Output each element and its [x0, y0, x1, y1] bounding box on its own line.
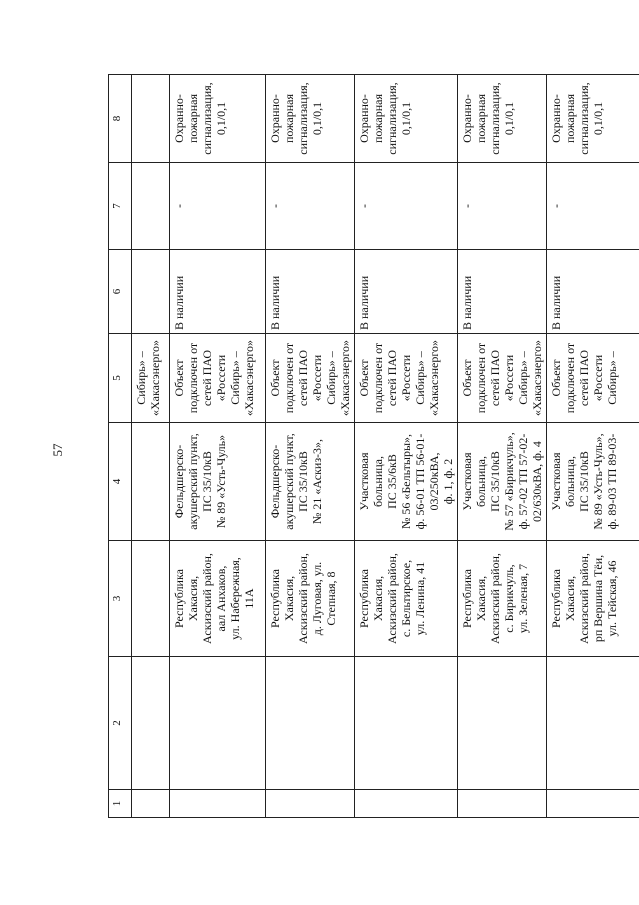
- cell-connection: Объект подключен от сетей ПАО «Россети Сибирь» – «Хакасэнерго»: [170, 334, 266, 423]
- cell-empty: [132, 423, 170, 541]
- cell-empty: [132, 75, 170, 163]
- cell-availability: В наличии: [170, 250, 266, 334]
- cell-col1: [547, 790, 639, 818]
- cell-availability: В наличии: [458, 250, 547, 334]
- cell-col2: [170, 657, 266, 790]
- table-row: [355, 75, 458, 818]
- cell-alarm: Охранно- пожарная сигнализация, 0,1/0,1: [355, 75, 458, 163]
- column-number: 2: [109, 657, 132, 790]
- cell-col7: -: [355, 163, 458, 250]
- cell-availability: В наличии: [547, 250, 639, 334]
- cell-connection: Объект подключен от сетей ПАО «Россети Сибирь» – «Хакасэнерго»: [355, 334, 458, 423]
- cell-col7: -: [547, 163, 639, 250]
- cell-col7: -: [170, 163, 266, 250]
- cell-facility: Участковая больница, ПС 35/10кВ № 89 «Усть-Чуль», ф. 89-03 ТП 89-03-: [547, 423, 639, 541]
- cell-empty: [132, 657, 170, 790]
- table-row: [170, 75, 266, 818]
- continuation-row: [132, 75, 170, 818]
- table-container: [108, 75, 620, 818]
- cell-col7: -: [266, 163, 355, 250]
- cell-address: Республика Хакасия, Аскизский район, с. Бельтирское, ул. Ленина, 41: [355, 541, 458, 657]
- cell-alarm: Охранно- пожарная сигнализация, 0,1/0,1: [266, 75, 355, 163]
- rotated-table-frame: [108, 75, 620, 818]
- cell-col2: [458, 657, 547, 790]
- cell-address: Республика Хакасия, Аскизский район, с. Бирикчуль, ул. Зеленая, 7: [458, 541, 547, 657]
- cell-empty: [132, 541, 170, 657]
- column-number: 5: [109, 334, 132, 423]
- cell-address: Республика Хакасия, Аскизский район, рп Вершина Тёи, ул. Тейская, 46: [547, 541, 639, 657]
- cell-col1: [458, 790, 547, 818]
- cell-facility: Фельдшерско- акушерский пункт, ПС 35/10кВ № 21 «Аскиз-3»,: [266, 423, 355, 541]
- column-number-row: [109, 75, 132, 818]
- table-row: [266, 75, 355, 818]
- cell-availability: В наличии: [355, 250, 458, 334]
- table-row: [458, 75, 547, 818]
- cell-col1: [266, 790, 355, 818]
- cell-col1: [170, 790, 266, 818]
- cell-empty: [132, 250, 170, 334]
- page-number: 57: [50, 443, 65, 457]
- cell-alarm: Охранно- пожарная сигнализация, 0,1/0,1: [170, 75, 266, 163]
- column-number: 4: [109, 423, 132, 541]
- cell-facility: Фельдшерско- акушерский пункт, ПС 35/10кВ № 89 «Усть-Чуль»: [170, 423, 266, 541]
- column-number: 7: [109, 163, 132, 250]
- cell-empty: [132, 790, 170, 818]
- column-number: 6: [109, 250, 132, 334]
- column-number: 8: [109, 75, 132, 163]
- data-table: [108, 74, 639, 818]
- cell-address: Республика Хакасия, Аскизский район, д. Луговая, ул. Степная, 8: [266, 541, 355, 657]
- column-number: 3: [109, 541, 132, 657]
- cell-facility: Участковая больница, ПС 35/6кВ № 56 «Бельтыры», ф. 56-01 ТП 56-01- 03/250кВА, ф. 1, ф. 2: [355, 423, 458, 541]
- cell-col2: [266, 657, 355, 790]
- table-row: [547, 75, 639, 818]
- cell-col2: [547, 657, 639, 790]
- cell-alarm: Охранно- пожарная сигнализация, 0,1/0,1: [547, 75, 639, 163]
- column-number: 1: [109, 790, 132, 818]
- cell-col1: [355, 790, 458, 818]
- cell-connection: Объект подключен от сетей ПАО «Россети Сибирь» – «Хакасэнерго»: [266, 334, 355, 423]
- cell-connection: Объект подключен от сетей ПАО «Россети Сибирь» – «Хакасэнерго»: [458, 334, 547, 423]
- cell-connection: Объект подключен от сетей ПАО «Россети Сибирь» –: [547, 334, 639, 423]
- cell-alarm: Охранно- пожарная сигнализация, 0,1/0,1: [458, 75, 547, 163]
- cell-address: Республика Хакасия, Аскизский район, аал Анхаков, ул. Набережная, 11А: [170, 541, 266, 657]
- cell-availability: В наличии: [266, 250, 355, 334]
- cell-empty: [132, 163, 170, 250]
- cell-connection: Сибирь» – «Хакасэнерго»: [132, 334, 170, 423]
- cell-facility: Участковая больница, ПС 35/10кВ № 57 «Бирикчуль», ф. 57-02 ТП 57-02- 02/630кВА, ф. 4: [458, 423, 547, 541]
- cell-col7: -: [458, 163, 547, 250]
- cell-col2: [355, 657, 458, 790]
